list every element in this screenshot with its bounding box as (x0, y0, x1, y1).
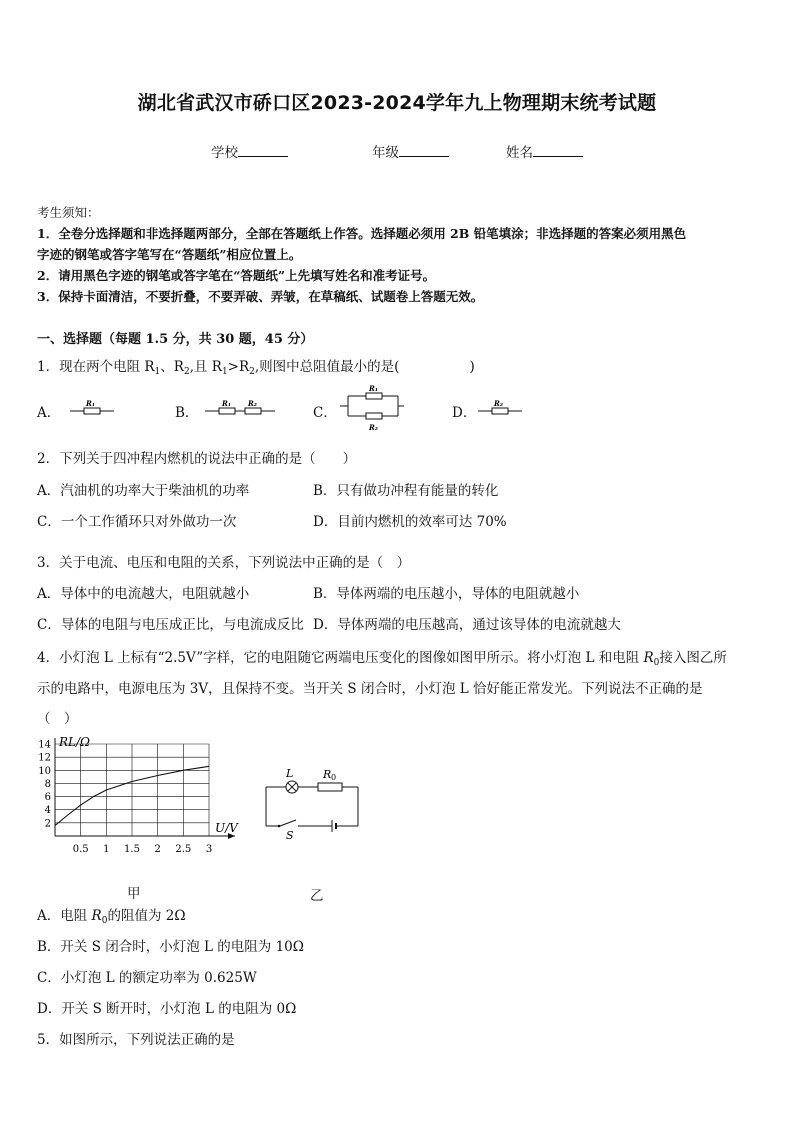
name-field (506, 141, 583, 161)
section-heading: 一、选择题（每题 1.5 分，共 30 题，45 分） (37, 332, 314, 347)
x-tick-label: 3 (205, 844, 213, 855)
notice-heading: 考生须知： (37, 205, 100, 220)
name-blank[interactable] (533, 143, 583, 157)
q1-d-r2-label: R₂ (494, 399, 503, 408)
circuit-label-r0-sub: 0 (331, 773, 337, 782)
notice-line-2: 2．请用黑色字迹的钢笔或答字笔在“答题纸”上先填写姓名和准考证号。 (37, 268, 436, 283)
x-tick-label: 2 (154, 844, 161, 855)
q4-figure-a-caption: 甲 (127, 886, 141, 902)
q2-option-d[interactable]: D．目前内燃机的效率可达 70% (313, 514, 507, 530)
circuit-label-r0: R (323, 768, 332, 781)
q5-stem: 5．如图所示，下列说法正确的是 (37, 1032, 235, 1048)
q2-option-b[interactable]: B．只有做功冲程有能量的转化 (313, 483, 499, 499)
q1-option-d-circuit (478, 397, 524, 419)
chart-axis-labels (58, 735, 239, 835)
school-field (211, 141, 288, 161)
q4-answer-paren: （ ） (37, 711, 78, 727)
name-label: 姓名 (506, 145, 533, 161)
q3-option-d[interactable]: D．导体两端的电压越高，通过该导体的电流就越大 (313, 617, 621, 633)
grade-field (372, 141, 449, 161)
q3-option-b[interactable]: B．导体两端的电压越小，导体的电阻就越小 (313, 586, 580, 602)
x-tick-label: 0.5 (72, 844, 89, 855)
y-axis-label: RL/Ω (59, 735, 90, 749)
q4-stem-line-2: 示的电路中，电源电压为 3V，且保持不变。当开关 S 闭合时，小灯泡 L 恰好能正常发光。下列说法不正确的是 (37, 681, 703, 697)
q1-option-c-circuit (340, 382, 406, 432)
q1-b-r2-label: R₂ (248, 399, 257, 408)
q1-option-b-label[interactable]: B． (175, 405, 199, 421)
q4-option-d[interactable]: D．开关 S 断开时，小灯泡 L 的电阻为 0Ω (37, 1001, 297, 1017)
r0-resistor (318, 783, 342, 791)
chart-grid (55, 744, 209, 836)
x-axis-label: U/V (215, 821, 238, 835)
y-tick-label: 6 (44, 792, 51, 804)
y-tick-label: 4 (44, 805, 51, 817)
y-tick-label: 12 (38, 752, 51, 764)
x-tick-label: 1 (103, 844, 110, 855)
q3-option-a[interactable]: A．导体中的电流越大，电阻就越小 (37, 586, 250, 602)
y-tick-label: 10 (38, 765, 51, 777)
q4-figure-b-caption: 乙 (310, 888, 324, 904)
circuit-label-s: S (286, 829, 294, 842)
school-blank[interactable] (238, 143, 288, 157)
notice-line-3: 3．保持卡面清洁，不要折叠，不要弄破、弄皱，在草稿纸、试题卷上答题无效。 (37, 289, 484, 304)
q1-stem: 1．现在两个电阻 $R_1$、$R_2$,且 $R_1>R_2$,则图中总阻值最小的是( ) (37, 359, 475, 377)
q1-option-b-circuit (205, 397, 277, 419)
q4-chart-rl-vs-u (30, 728, 250, 868)
grade-blank[interactable] (399, 143, 449, 157)
q4-option-c[interactable]: C．小灯泡 L 的额定功率为 0.625W (37, 970, 257, 986)
q4-stem-line-1: 4．小灯泡 L 上标有“2.5V”字样，它的电阻随它两端电压变化的图像如图甲所示。将小灯泡 L 和电阻 $R_0$接入图乙所 (37, 650, 727, 668)
chart-ticks (38, 740, 212, 856)
q1-c-r1-label: R₁ (369, 384, 378, 393)
q1-c-r2-label: R₂ (369, 423, 378, 432)
q3-stem: 3．关于电流、电压和电阻的关系，下列说法中正确的是（ ） (37, 555, 411, 571)
q3-option-c[interactable]: C．导体的电阻与电压成正比，与电流成反比 (37, 617, 304, 633)
q1-b-r1-label: R₁ (222, 399, 231, 408)
q4-option-a[interactable]: A．电阻 $R_0$的阻值为 2Ω (37, 908, 186, 926)
q4-circuit-diagram (258, 762, 368, 842)
notice-line-1a: 1．全卷分选择题和非选择题两部分，全部在答题纸上作答。选择题必须用 2B 铅笔填涂；非选择题的答案必须用黑色 (37, 226, 687, 241)
circuit-label-l: L (286, 767, 294, 780)
q1-a-r1-label: R₁ (86, 399, 95, 408)
chart-axes (55, 738, 235, 839)
x-tick-label: 2.5 (175, 844, 192, 855)
q1-option-a-circuit (70, 397, 116, 419)
q4-option-b[interactable]: B．开关 S 闭合时，小灯泡 L 的电阻为 10Ω (37, 939, 304, 955)
school-label: 学校 (211, 145, 238, 161)
y-tick-label: 2 (44, 818, 51, 830)
q1-option-c-label[interactable]: C． (313, 405, 337, 421)
page-title: 湖北省武汉市硚口区2023-2024学年九上物理期末统考试题 (137, 92, 657, 114)
grade-label: 年级 (372, 145, 399, 161)
q1-option-d-label[interactable]: D． (452, 405, 477, 421)
x-tick-label: 1.5 (124, 844, 140, 855)
q1-option-a-label[interactable]: A． (37, 405, 61, 421)
notice-line-1b: 字迹的钢笔或答字笔写在“答题纸”相应位置上。 (37, 247, 302, 262)
y-tick-label: 8 (44, 778, 51, 790)
q2-stem: 2．下列关于四冲程内燃机的说法中正确的是（ ） (37, 451, 357, 467)
q2-option-a[interactable]: A．汽油机的功率大于柴油机的功率 (37, 483, 250, 499)
switch-icon (280, 820, 296, 826)
y-tick-label: 14 (38, 739, 51, 751)
q2-option-c[interactable]: C．一个工作循环只对外做功一次 (37, 514, 237, 530)
